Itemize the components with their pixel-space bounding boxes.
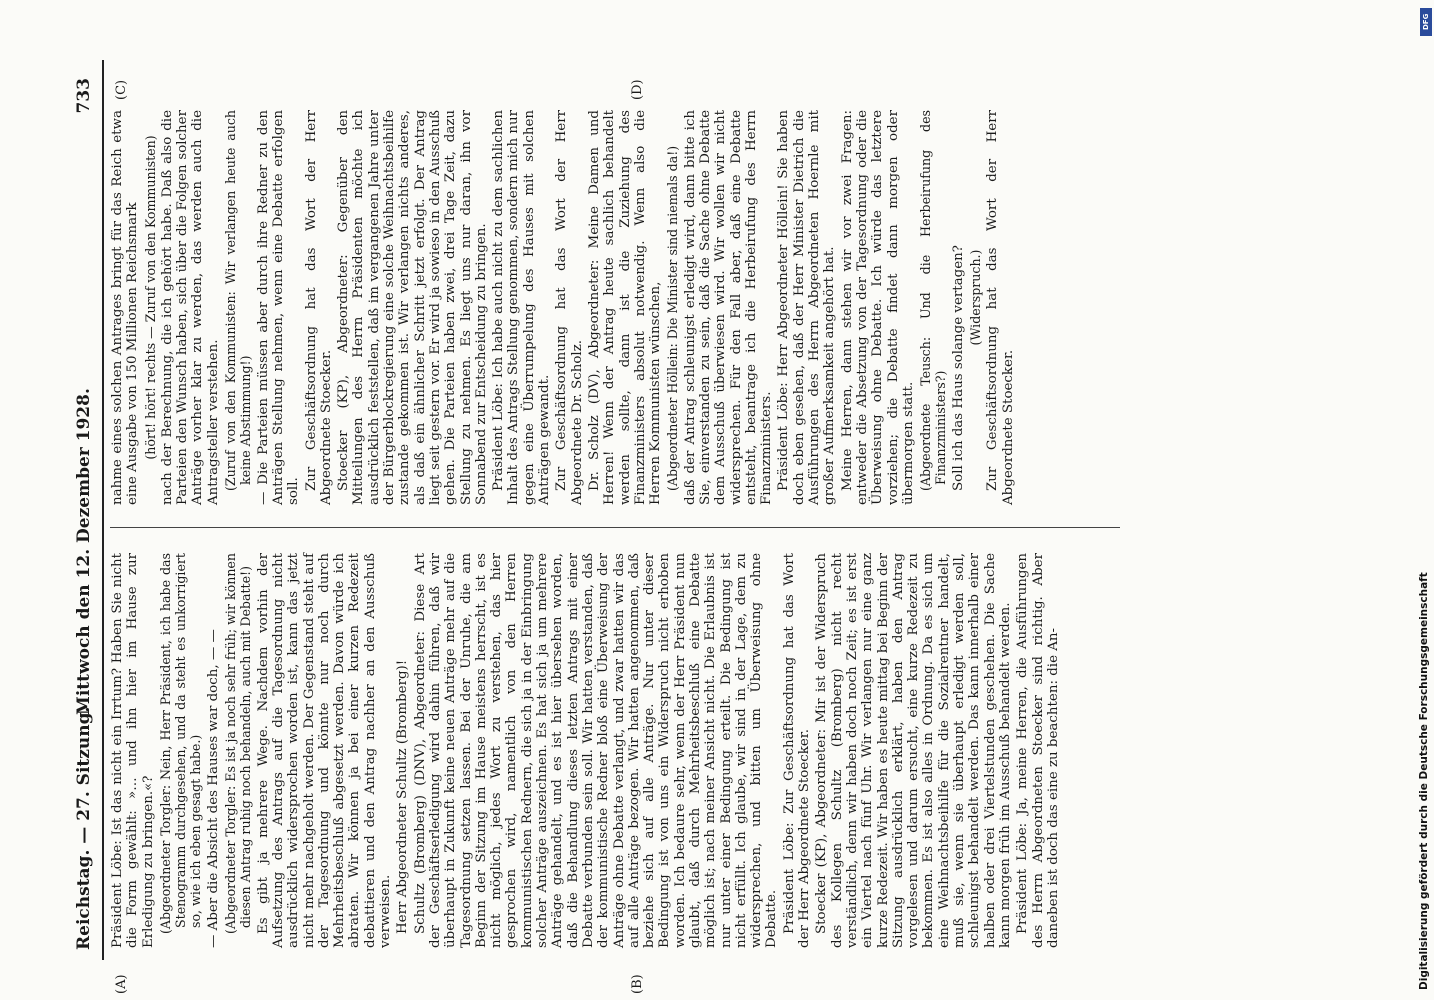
interjection: (Abgeordneter Torgler: Es ist ja noch sehr früh; wir können diesen Antrag ruhig noch behandeln, auch mit Debatte!): [223, 553, 254, 934]
paragraph: Präsident Löbe: Ich habe auch nicht zu dem sachlichen Inhalt des Antrags Stellung genommen, sondern mich nur gegen eine Überrumpelung des Hauses mit solchen Anträgen gewandt.: [491, 110, 553, 505]
header-left: Reichstag. — 27. Sitzung.: [74, 706, 94, 950]
text-column-right: [110, 110, 1018, 505]
paragraph: Soll ich das Haus solange vertagen?: [950, 245, 966, 491]
page-number: 733: [74, 78, 94, 114]
interjection: (Abgeordneter Torgler: Nein, Herr Präsident, ich habe das Stenogramm durchgesehen, und da steht es unkorrigiert so, wie ich eben gesagt habe.): [157, 553, 204, 934]
rotated-page-content: [70, 60, 1150, 994]
paragraph: Dr. Scholz (DV), Abgeordneter: Meine Damen und Herren! Wenn der Antrag heute sachlich behandelt werden sollte, dann ist die Zuziehung des Finanzministers absolut notwendig. Wenn also die Herren Kommunisten wünschen,: [586, 110, 664, 505]
running-header: [70, 60, 100, 960]
margin-marker-d: (D): [630, 79, 645, 100]
paragraph: Zur Geschäftsordnung hat das Wort der Herr Abgeordnete Dr. Scholz.: [554, 110, 585, 505]
dfg-logo: DFG: [1420, 8, 1432, 36]
credit-text: Digitalisierung gefördert durch die Deutsche Forschungsgemeinschaft: [1418, 572, 1430, 990]
margin-marker-b: (B): [630, 974, 645, 994]
paragraph: Zur Geschäftsordnung hat das Wort der Herr Abgeordnete Stoecker.: [303, 110, 334, 505]
interjection: (Abgeordneter Höllein: Die Minister sind niemals da!): [665, 145, 681, 491]
paragraph: Schultz (Bromberg) (DNV), Abgeordneter: Diese Art der Geschäftserledigung wird dahin führen, daß wir überhaupt in Zukunft keine neuen Anträge mehr auf die Tagesordnung setzen lassen. Bei der Unruhe, die am Beginn der Sitzung im Hause meistens herrscht, ist es nicht möglich, jedes Wort zu verstehen, das hier gesprochen wird, namentlich von den Herren kommunistischen Rednern, die sich ja in der Einbringung solcher Anträge auszeichnen. Es hat sich ja um mehrere Anträge gehandelt, und es ist hier übersehen worden, daß die Behandlung dieses letzten Antrags mit einer Debatte verbunden sein soll. Wir hatten verstanden, daß der kommunistische Redner bloß eine Überweisung der Anträge ohne Debatte verlangt, und zwar hatten wir das auf alle Anträge bezogen. Wir hatten angenommen, daß beziehe sich auf alle Anträge. Nur unter dieser Bedingung ist von uns ein Widerspruch nicht erhoben worden. Ich bedaure sehr, wenn der Herr Präsident nun glaubt, daß durch Mehrheitsbeschluß eine Debatte möglich ist; nach meiner Ansicht nicht. Die Erlaubnis ist nur unter einer Bedingung erteilt. Die Bedingung ist nicht erfüllt. Ich glaube, wir sind in der Lage, dem zu widersprechen, und bitten um Überweisung ohne Debatte.: [412, 553, 780, 948]
paragraph: — Die Parteien müssen aber durch ihre Redner zu den Anträgen Stellung nehmen, wenn eine Debatte erfolgen soll.: [255, 110, 302, 505]
header-date: Mittwoch den 12. Dezember 1928.: [74, 388, 94, 715]
paragraph: Es gibt ja mehrere Wege. Nachdem vorhin der Aufsetzung des Antrags auf die Tagesordnung nicht ausdrücklich widersprochen worden ist, kann das jetzt nicht mehr nachgeholt werden. Der Gegenstand steht auf der Tagesordnung und könnte nur noch durch Mehrheitsbeschluß abgesetzt werden. Davon würde ich abraten. Wir können ja bei einer kurzen Redezeit debattieren und den Antrag nachher an den Ausschuß verweisen.: [255, 553, 394, 948]
column-divider: [110, 527, 1120, 528]
paragraph: Präsident Löbe: Zur Geschäftsordnung hat das Wort der Herr Abgeordnete Stoecker.: [781, 553, 813, 948]
paragraph: Präsident Löbe: Ja, meine Herren, die Ausführungen des Herrn Abgeordneten Stoecker sind richtig. Aber daneben ist doch das eine zu beachten: die An-: [1015, 553, 1061, 948]
paragraph: Präsident Löbe: Ist das nicht ein Irrtum? Haben Sie nicht die Form gewählt: »… und ihn hier im Hause zur Erledigung zu bringen.«?: [110, 553, 156, 948]
interjection: (Widerspruch.): [968, 249, 984, 346]
paragraph: daß der Antrag schleunigst erledigt wird, dann bitte ich Sie, einverstanden zu sein, daß die Sache ohne Debatte dem Ausschuß überwiesen wird. Wir wollen wir nicht widersprechen. Für den Fall aber, daß eine Debatte entsteht, beantrage ich die Herbeirufung des Herrn Finanzministers.: [682, 110, 775, 505]
paragraph: nach der Berechnung, die ich gehört habe. Daß also die Parteien den Wunsch haben, sich über die Folgen solcher Anträge vorher klar zu werden, das werden auch die Antragsteller verstehen.: [159, 110, 221, 505]
paragraph: Stoecker (KP), Abgeordneter: Gegenüber den Mitteilungen des Herrn Präsidenten möchte ich ausdrücklich feststellen, daß im vergangenen Jahre unter der Bürgerblockregierung eine solche Weihnachtsbeihilfe zustande gekommen ist. Wir verlangen nichts anderes, als daß ein ähnlicher Schritt jetzt erfolgt. Der Antrag liegt seit gestern vor. Er wird ja sowieso in den Ausschuß gehen. Die Parteien haben zwei, drei Tage Zeit, dazu Stellung zu nehmen. Es liegt uns nur daran, ihn vor Sonnabend zur Entscheidung zu bringen.: [336, 110, 489, 505]
margin-marker-a: (A): [114, 974, 129, 994]
paragraph: Stoecker (KP), Abgeordneter: Mir ist der Widerspruch des Kollegen Schultz (Bromberg) nicht recht verständlich, denn wir haben doch noch Zeit; es ist erst ein Viertel nach fünf Uhr. Wir verlangen nur eine ganz kurze Redezeit. Wir haben es heute mittag bei Beginn der Sitzung ausdrücklich erklärt, haben den Antrag vorgelesen und darum ersucht, eine kurze Redezeit zu bekommen. Es ist also alles in Ordnung. Da es sich um eine Weihnachtsbeihilfe für die Sozialrentner handelt, muß sie, wenn sie überhaupt erledigt werden soll, schleunigst behandelt werden. Das kann innerhalb einer halben oder drei Viertelstunden geschehen. Die Sache kann morgen früh im Ausschuß behandelt werden.: [814, 553, 1013, 948]
paragraph: Herr Abgeordneter Schultz (Bromberg)!: [395, 659, 411, 934]
paragraph: Präsident Löbe: Herr Abgeordneter Höllein! Sie haben doch eben gesehen, daß der Herr Minister Dietrich die Ausführungen des Herrn Abgeordneten Hoernle mit großer Aufmerksamkeit angehört hat.: [776, 110, 838, 505]
header-rule: [102, 60, 104, 960]
paragraph: Meine Herren, dann stehen wir vor zwei Fragen: entweder die Absetzung von der Tagesordnung oder die Überweisung ohne Debatte. Ich würde das letztere vorziehen; die Debatte findet dann morgen oder übermorgen statt.: [839, 110, 916, 505]
paragraph: Zur Geschäftsordnung hat das Wort der Herr Abgeordnete Stoecker.: [985, 110, 1016, 505]
interjection: (Zuruf von den Kommunisten: Wir verlangen heute auch keine Abstimmung!): [223, 110, 254, 491]
text-column-left: [110, 553, 1063, 948]
paragraph: nahme eines solchen Antrages bringt für das Reich etwa eine Ausgabe von 150 Millionen Reichsmark: [110, 110, 141, 505]
margin-marker-c: (C): [114, 79, 129, 100]
interjection: (hört! hört! rechts — Zuruf von den Kommunisten): [142, 135, 158, 460]
paragraph: — Aber die Absicht des Hauses war doch, — —: [205, 629, 221, 948]
digitization-credit: [1418, 10, 1432, 990]
interjection: (Abgeordnete Teusch: Und die Herbeirufung des Finanzministers?): [918, 110, 949, 491]
